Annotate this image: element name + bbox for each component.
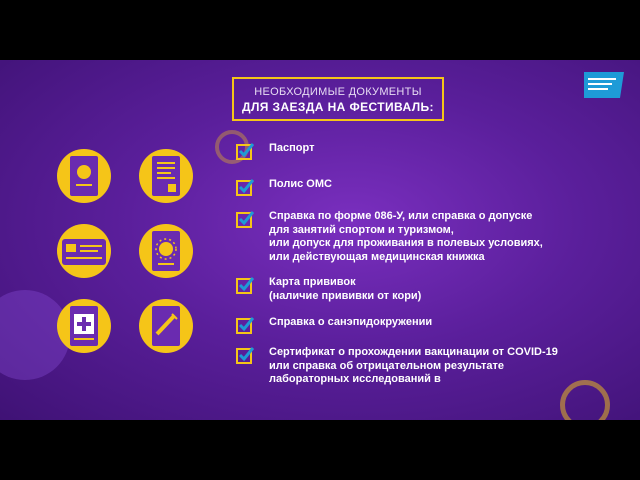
list-item-text: Карта прививок (наличие прививки от кори) [269, 276, 422, 302]
page-title [232, 77, 444, 121]
list-item-text: Справка по форме 086-У, или справка о допуске для занятий спортом и туризмом, или допуск для проживания в полевых условиях, или действующая медицинская книжка [269, 210, 543, 263]
list-item-oms [236, 178, 596, 198]
list-item-text: Паспорт [269, 142, 315, 154]
checkbox-checked-icon [236, 142, 254, 160]
checkbox-checked-icon [236, 210, 254, 228]
virus-certificate-icon [138, 223, 194, 279]
list-item-covid-certificate [236, 346, 596, 390]
list-item-epidemiological-certificate [236, 316, 596, 336]
list-item-text: Сертификат о прохождении вакцинации от COVID-19 или справка об отрицательном результате лабораторных исследований в [269, 346, 558, 385]
passport-icon [56, 148, 112, 204]
document-icon [138, 148, 194, 204]
medical-book-icon [56, 298, 112, 354]
list-item-passport [236, 142, 596, 162]
list-item-text: Полис ОМС [269, 178, 332, 190]
checkbox-checked-icon [236, 316, 254, 334]
checkbox-checked-icon [236, 276, 254, 294]
brand-logo [582, 68, 626, 100]
list-item-medical-certificate [236, 210, 596, 266]
checkbox-checked-icon [236, 346, 254, 364]
list-item-text: Справка о санэпидокружении [269, 316, 433, 328]
slide [0, 60, 640, 420]
title-line-1: НЕОБХОДИМЫЕ ДОКУМЕНТЫ [254, 86, 422, 98]
title-line-2: ДЛЯ ЗАЕЗДА НА ФЕСТИВАЛЬ: [242, 100, 434, 114]
vaccine-certificate-icon [138, 298, 194, 354]
medical-card-icon [56, 223, 112, 279]
checkbox-checked-icon [236, 178, 254, 196]
list-item-vaccination-card [236, 276, 596, 306]
